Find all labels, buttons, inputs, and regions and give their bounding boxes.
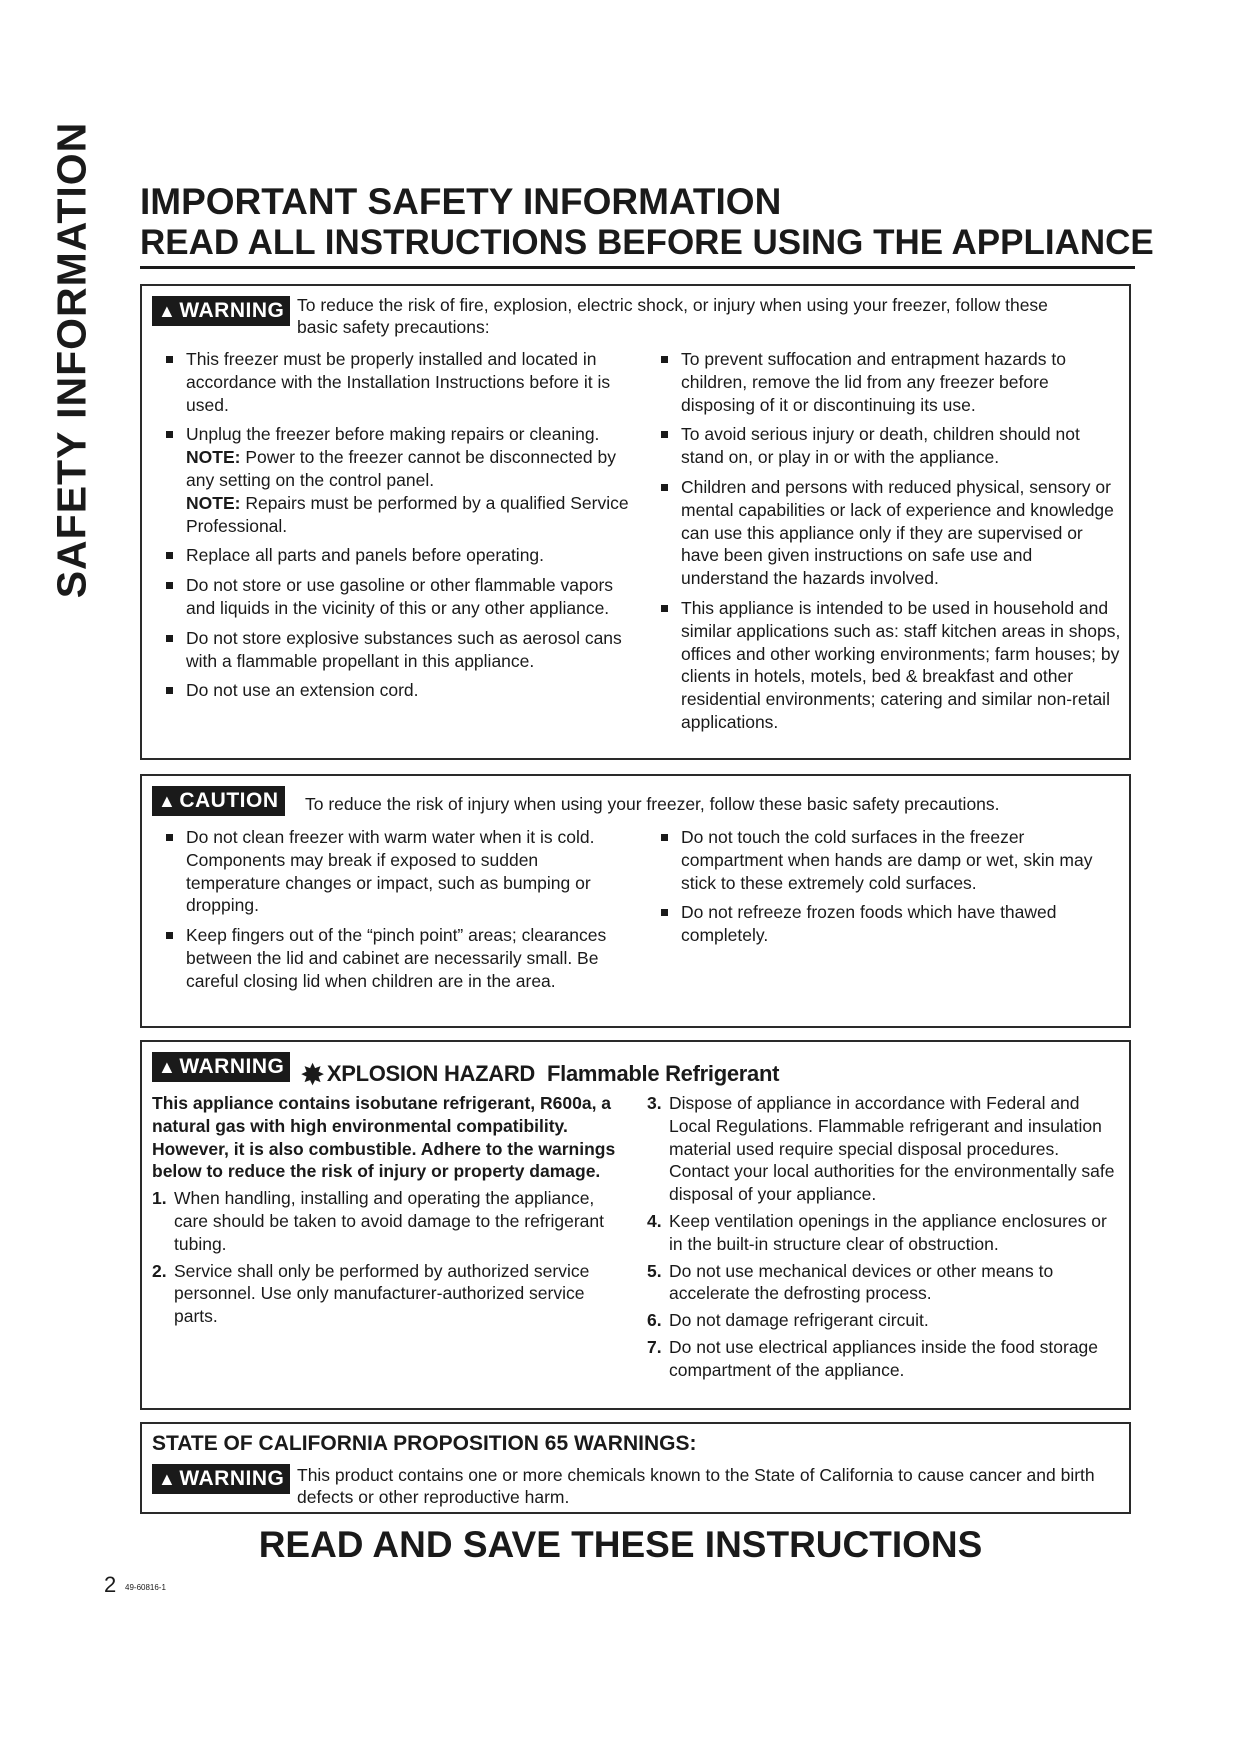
warning-right-column bbox=[647, 348, 1122, 741]
caution-right-column bbox=[647, 826, 1122, 954]
warning-triangle-icon: ▲ bbox=[158, 791, 177, 811]
prop65-warning-badge bbox=[152, 1464, 290, 1494]
caution-intro: To reduce the risk of injury when using your freezer, follow these basic safety precautions. bbox=[305, 794, 1000, 814]
caution-badge-label: CAUTION bbox=[179, 789, 279, 812]
hazard-badge-label: WARNING bbox=[179, 1055, 285, 1078]
numbered-item: 3. Dispose of appliance in accordance with Federal and Local Regulations. Flammable refrigerant and insulation material used require special disposal procedures. Contact your local authorities for the environmentally safe disposal of your appliance. bbox=[647, 1093, 1115, 1205]
list-item: To prevent suffocation and entrapment hazards to children, remove the lid from any freezer before disposing of it or discontinuing its use. bbox=[647, 348, 1122, 416]
list-item: Unplug the freezer before making repairs or cleaning. NOTE: Power to the freezer cannot be disconnected by any setting on the control panel. NOTE: Repairs must be performed by a qualified Service Professional. bbox=[152, 423, 632, 537]
prop65-box bbox=[140, 1422, 1131, 1514]
warning-triangle-icon: ▲ bbox=[158, 301, 177, 321]
numbered-item: 5. Do not use mechanical devices or other means to accelerate the defrosting process. bbox=[647, 1260, 1054, 1304]
hazard-intro: This appliance contains isobutane refrigerant, R600a, a natural gas with high environmental compatibility. However, it is also combustible. Adhere to the warnings below to reduce the risk of injury or property damage. bbox=[152, 1093, 616, 1182]
list-item: Do not use an extension cord. bbox=[152, 679, 632, 702]
numbered-item: 1. When handling, installing and operating the appliance, care should be taken to avoid damage to the refrigerant tubing. bbox=[152, 1188, 604, 1254]
list-item: Do not touch the cold surfaces in the freezer compartment when hands are damp or wet, skin may stick to these extremely cold surfaces. bbox=[647, 826, 1122, 894]
warning-triangle-icon: ▲ bbox=[158, 1057, 177, 1077]
list-item: Do not refreeze frozen foods which have thawed completely. bbox=[647, 901, 1122, 947]
list-item: Do not store explosive substances such as aerosol cans with a flammable propellant in this appliance. bbox=[152, 627, 632, 673]
numbered-item: 7. Do not use electrical appliances inside the food storage compartment of the appliance. bbox=[647, 1336, 1099, 1380]
list-item: This freezer must be properly installed and located in accordance with the Installation Instructions before it is used. bbox=[152, 348, 632, 416]
warning-badge-label: WARNING bbox=[179, 299, 285, 322]
list-item: Replace all parts and panels before operating. bbox=[152, 544, 632, 567]
list-item: This appliance is intended to be used in household and similar applications such as: staff kitchen areas in shops, offices and other working environments; farm houses; by clients in hotels, motels, bed & breakfast and other residential environments; catering and similar non-retail applications. bbox=[647, 597, 1122, 734]
note-label: NOTE: bbox=[186, 447, 241, 468]
warning-badge bbox=[152, 296, 290, 326]
page-subtitle: READ ALL INSTRUCTIONS BEFORE USING THE APPLIANCE bbox=[140, 223, 1154, 262]
explosion-hazard-box bbox=[140, 1040, 1131, 1410]
page-number: 2 bbox=[104, 1572, 117, 1597]
caution-badge bbox=[152, 786, 285, 816]
note-label: NOTE: bbox=[186, 492, 241, 513]
hazard-heading bbox=[300, 1058, 779, 1093]
list-item: Children and persons with reduced physical, sensory or mental capabilities or lack of experience and knowledge can use this appliance only if they are supervised or have been given instructions on safe use and understand the hazards involved. bbox=[647, 476, 1122, 590]
note-text: Repairs must be performed by a qualified Service Professional. bbox=[186, 492, 629, 536]
numbered-item: 6. Do not damage refrigerant circuit. bbox=[647, 1310, 929, 1331]
prop65-badge-label: WARNING bbox=[179, 1467, 285, 1490]
list-item: Do not clean freezer with warm water when it is cold. Components may break if exposed to sudden temperature changes or impact, such as bumping or dropping. bbox=[152, 826, 632, 917]
warning-left-column bbox=[152, 348, 632, 709]
list-item: To avoid serious injury or death, children should not stand on, or play in or with the appliance. bbox=[647, 423, 1122, 469]
prop65-title: STATE OF CALIFORNIA PROPOSITION 65 WARNINGS: bbox=[152, 1432, 697, 1455]
explosion-icon: ✸ bbox=[300, 1059, 325, 1092]
page-title: IMPORTANT SAFETY INFORMATION bbox=[140, 181, 782, 222]
hazard-right-column bbox=[647, 1092, 1117, 1386]
numbered-item: 2. Service shall only be performed by authorized service personnel. Use only manufacturer-authorized service parts. bbox=[152, 1260, 590, 1327]
title-divider bbox=[140, 266, 1135, 269]
numbered-item: 4. Keep ventilation openings in the appliance enclosures or in the built-in structure clear of obstruction. bbox=[647, 1210, 1107, 1254]
warning-box bbox=[140, 284, 1131, 760]
caution-left-column bbox=[152, 826, 632, 1000]
warning-triangle-icon: ▲ bbox=[158, 1469, 177, 1489]
prop65-text: This product contains one or more chemicals known to the State of California to cause cancer and birth defects or other reproductive harm. bbox=[297, 1465, 1095, 1507]
footer-title: READ AND SAVE THESE INSTRUCTIONS bbox=[258, 1524, 983, 1565]
warning-intro: To reduce the risk of fire, explosion, electric shock, or injury when using your freezer, follow these basic safety precautions: bbox=[297, 295, 1048, 337]
caution-box bbox=[140, 774, 1131, 1028]
list-item: Keep fingers out of the “pinch point” areas; clearances between the lid and cabinet are necessarily small. Be careful closing lid when children are in the area. bbox=[152, 924, 632, 992]
hazard-left-column bbox=[152, 1092, 622, 1332]
note-text: Power to the freezer cannot be disconnected by any setting on the control panel. bbox=[186, 447, 616, 490]
hazard-title: XPLOSION HAZARD bbox=[326, 1061, 536, 1086]
hazard-subtitle: Flammable Refrigerant bbox=[547, 1061, 780, 1086]
list-item: Do not store or use gasoline or other flammable vapors and liquids in the vicinity of this or any other appliance. bbox=[152, 574, 632, 620]
hazard-warning-badge bbox=[152, 1052, 290, 1082]
document-code: 49-60816-1 bbox=[125, 1583, 166, 1592]
side-label-text: SAFETY INFORMATION bbox=[48, 121, 95, 599]
